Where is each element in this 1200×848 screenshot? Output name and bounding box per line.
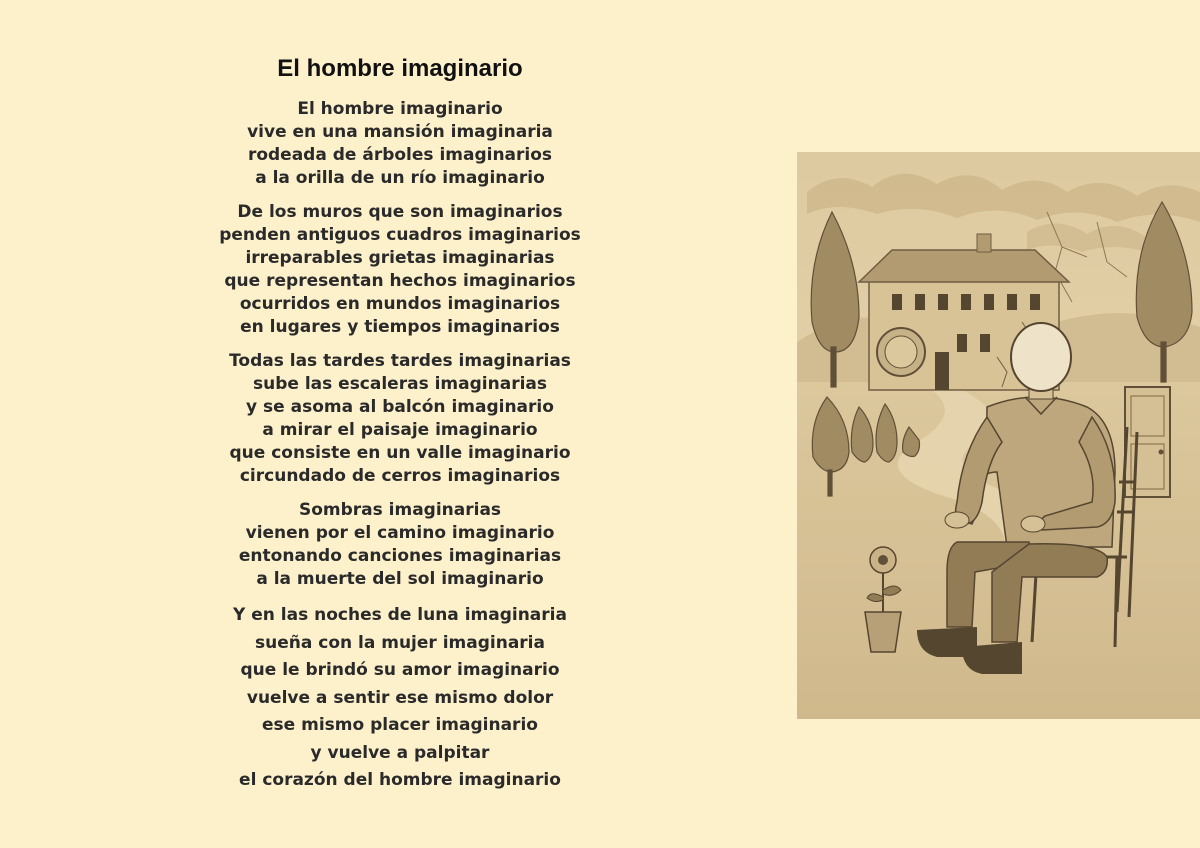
poem xyxy=(150,52,650,806)
poem-line: a la orilla de un río imaginario xyxy=(255,168,545,188)
poem-line: Sombras imaginarias xyxy=(298,500,502,520)
poem-line: que le brindó su amor imaginario xyxy=(240,660,560,680)
sepia-illustration xyxy=(797,152,1200,719)
poem-line: a mirar el paisaje imaginario xyxy=(262,420,538,440)
poem-line: penden antiguos cuadros imaginarios xyxy=(219,225,581,245)
stanza-5 xyxy=(150,602,650,795)
poem-line: irreparables grietas imaginarias xyxy=(245,248,555,268)
poem-line: el corazón del hombre imaginario xyxy=(239,770,561,790)
poem-line: y vuelve a palpitar xyxy=(310,742,490,763)
stanza-2 xyxy=(150,201,650,339)
stanza-3 xyxy=(150,350,650,488)
poem-line: circundado de cerros imaginarios xyxy=(239,466,561,486)
poem-line: en lugares y tiempos imaginarios xyxy=(240,317,560,337)
poem-line: sube las escaleras imaginarias xyxy=(252,374,547,394)
poem-line: Todas las tardes tardes imaginarias xyxy=(229,351,571,371)
poem-line: que representan hechos imaginarios xyxy=(224,271,576,291)
poem-line: Y en las noches de luna imaginaria xyxy=(233,605,567,625)
poem-line: vuelve a sentir ese mismo dolor xyxy=(246,687,554,708)
faceless-man-scene-image xyxy=(797,152,1200,719)
poem-line: vive en una mansión imaginaria xyxy=(247,122,553,142)
stanza-1 xyxy=(150,98,650,190)
poem-line: ocurridos en mundos imaginarios xyxy=(239,294,561,314)
poem-line: entonando canciones imaginarias xyxy=(238,546,562,566)
poem-line: que consiste en un valle imaginario xyxy=(229,443,571,463)
poem-line: ese mismo placer imaginario xyxy=(262,715,538,735)
poem-line: El hombre imaginario xyxy=(297,99,503,119)
poem-line: a la muerte del sol imaginario xyxy=(256,569,544,589)
poem-line: De los muros que son imaginarios xyxy=(237,202,563,222)
poem-title: El hombre imaginario xyxy=(277,55,523,82)
poem-line: y se asoma al balcón imaginario xyxy=(246,397,554,417)
poem-line: rodeada de árboles imaginarios xyxy=(247,145,553,165)
poem-line: vienen por el camino imaginario xyxy=(245,523,555,543)
stanza-4 xyxy=(150,499,650,591)
poem-line: sueña con la mujer imaginaria xyxy=(255,632,545,653)
